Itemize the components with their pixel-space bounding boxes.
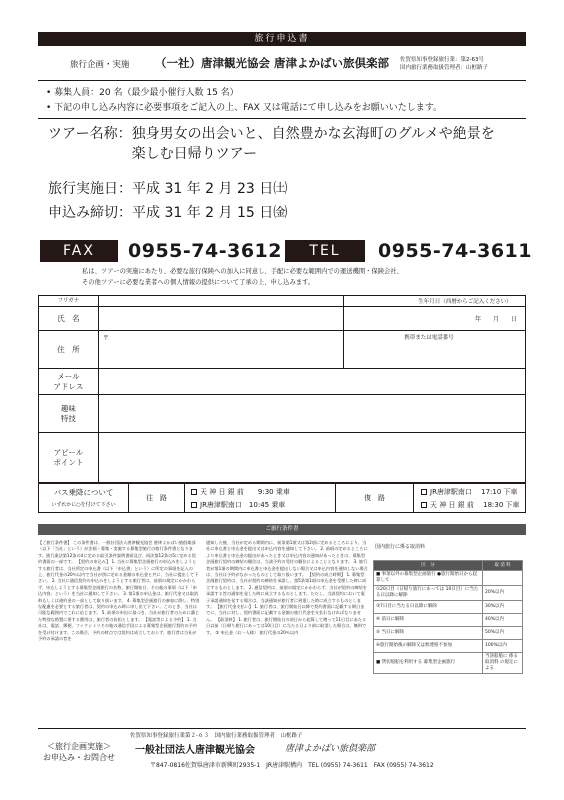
fee-row-right: 50%以内 bbox=[483, 627, 523, 640]
fee-header-left: 区 分 bbox=[374, 561, 483, 571]
fee-row-left: ③7日目に当たる日以降に解除 bbox=[374, 601, 483, 614]
fee-row-left: ⑥旅行開始後の解除又は無連絡不参加 bbox=[374, 640, 483, 653]
appeal-label-line-1: アピール bbox=[53, 447, 84, 457]
hobby-label-line-1: 趣味 bbox=[60, 403, 76, 413]
fee-row-left: ④ 前日に解除 bbox=[374, 614, 483, 627]
organizer-line bbox=[40, 52, 530, 80]
consent-line-1: 私は、ツアーの実施にあたり、必要な旅行保険への加入に同意し、手配に必要な範囲内での運送機関・保険会社、 bbox=[82, 268, 403, 275]
footer-contact-label bbox=[34, 741, 124, 763]
hobby-label-line-2: 特技 bbox=[60, 413, 76, 423]
form-title: 旅行申込書 bbox=[254, 34, 310, 44]
form-title-bar bbox=[38, 32, 526, 46]
outbound-label: 往 路 bbox=[129, 484, 185, 512]
conditions-column-1: 【ご旅行条件書】 この条件書は、一般社団法人唐津観光協会 唐津よかばい旅倶楽部（以下「当社」という）が企画・募集・実施する募集型旅行の旅行条件書となります。旅行業法第12条の4に定める取引条件説明書面及び、同法第12条の5に定める契約書面の一部です。 【契約の申込み】 1. 当社に募集型企画旅行の申込みをしようとする旅行者は、当社所定の申込書（以下「申込書」という）に所定の事項を記入の上、旅行代金の20％以内で当社が別に定める金額の申込金と共に、当社に提出して下さい。 2. 当社に通信契約の申込みをしようとする旅行者は、前項の規定にかかわらず、申込しようとする募集型企画旅行の名称、旅行開始日、その他の事項（以下「申込内容」という）を当社に通知して下さい。 3. 第1項の申込金は、旅行代金又は取消料もしくは違約金の一部として取り扱います。 4. 募集型企画旅行の参加に際し、特別な配慮を必要とする旅行者は、契約の申込み時に申し出て下さい。このとき、当社は可能な範囲内でこれに応じます。 5. 前項の申出に基づき、当社が旅行者のために講じた特別な措置に要する費用は、旅行者の負担とします。 【電話等による予約】 1. 当社は、電話、郵便、ファクシミリその他の通信手段による募集型企画旅行契約の予約を受け付けます。この場合、予約の時点では契約は成立しておらず、旅行者は当社が予約の承諾の旨を bbox=[38, 540, 200, 642]
divider bbox=[38, 118, 526, 119]
furigana-label: フリガナ bbox=[39, 296, 99, 307]
address-input[interactable]: 〒 bbox=[98, 331, 343, 369]
return-option-2-text: 天 神 日 銀 前 18:30 下車 bbox=[430, 501, 520, 509]
tour-date-label: 旅行実施日： bbox=[48, 181, 132, 197]
outbound-option-1[interactable] bbox=[191, 487, 290, 497]
deadline-row bbox=[48, 202, 287, 222]
registration-line-1: 佐賀県知事登録旅行業：第2-63号 bbox=[400, 57, 484, 63]
conditions-column-2: 通知した後、当社が定める期間内に、前条第1項又は第2項に定めるところにより、当社に申込書と申込金を提出又は申込内容を通知して下さい。 2. 前項の定めるところにより申込書と申込金の提出があったとき又は申込内容の通知があったときは、募集型企画旅行契約の締結の順位は、当該予約の受付の順位によることとなります。 3. 旅行者が第1項の期間内に申込書と申込金を提出しない場合又は申込内容を通知しない場合は、当社は予約がなかったものとして取り扱います。 【契約の成立時期】 1. 募集型企画旅行契約は、当社が契約の締結を承諾し、第5条第1項の申込金を受理した時に成立するものとします。 2. 通信契約は、前項の規定にかかわらず、当社が契約の締結を承諾する旨の通知を発した時に成立するものとします。ただし、当該契約において電子承諾通知を発する場合は、当該通知が旅行者に到達した時に成立するものとします。 【旅行代金支払い】 1. 旅行者は、旅行開始日以降で契約書面に記載する期日までに、当社に対し、契約書面に記載する金額の旅行代金を支払わなければなりません。 【取消料】 1. 旅行者は、旅行開始日の前日から起算して遡って11日目にあたる日以前（日帰り旅行にあっては10日目）に当たる日より前に取消した場合は、無料です。 ③ 申込金（お一人様） 旅行代金の20％以内 bbox=[206, 540, 368, 635]
birth-date-input[interactable]: 年 月 日 bbox=[344, 307, 526, 331]
tel-number[interactable]: 0955-74-3611 bbox=[378, 240, 532, 262]
tour-date-value: 平成 31 年 2 月 23 日㈯ bbox=[132, 181, 288, 197]
note-capacity: • 募集人員：20 名（最少最小催行人数 15 名） bbox=[46, 88, 239, 98]
fee-row-right: 40%以内 bbox=[483, 614, 523, 627]
footer-org-name: 一般社団法人唐津観光協会 bbox=[135, 745, 255, 756]
outbound-option-1-text: 天 神 日 銀 前 9:30 乗車 bbox=[200, 488, 290, 496]
cancellation-fee-table bbox=[373, 560, 523, 674]
email-input[interactable] bbox=[98, 369, 525, 395]
conditions-title: ご旅行条件書 bbox=[38, 524, 526, 535]
checkbox[interactable] bbox=[421, 502, 427, 508]
application-form bbox=[38, 295, 526, 483]
fee-row-right: 100%以内 bbox=[483, 640, 523, 653]
consent-text bbox=[82, 266, 522, 288]
tour-info bbox=[48, 124, 502, 164]
fax-number[interactable]: 0955-74-3612 bbox=[128, 240, 282, 262]
email-label-line-2: アドレス bbox=[53, 381, 84, 391]
appeal-label-line-2: ポイント bbox=[53, 457, 84, 467]
fee-row-right: 30%以内 bbox=[483, 601, 523, 614]
organizer-prefix: 旅行企画・実施 bbox=[70, 60, 130, 70]
fee-row-left: ■ 事項以外の募集型企画旅行 ●旅行開始日から起算して bbox=[374, 571, 483, 586]
bus-title: バス乗降について bbox=[53, 488, 114, 497]
footer-logo: 唐津よかばい旅倶楽部 bbox=[285, 744, 376, 754]
checkbox[interactable] bbox=[421, 489, 427, 495]
return-option-1[interactable] bbox=[421, 487, 518, 497]
tel-label: TEL bbox=[285, 240, 365, 262]
divider bbox=[38, 80, 526, 81]
fee-row-right: 20%以内 bbox=[483, 586, 523, 601]
footer-left-line-1: ＜旅行企画実施＞ bbox=[47, 742, 111, 751]
email-label-line-1: メール bbox=[57, 371, 80, 381]
fax-label: FAX bbox=[40, 240, 118, 262]
consent-line-2: その他ツアーに必要な業者への個人情報の提供について了承の上、申し込みます。 bbox=[82, 279, 315, 286]
bus-section bbox=[38, 483, 526, 513]
checkbox[interactable] bbox=[191, 502, 197, 508]
tour-name-line-2: 楽しむ日帰りツアー bbox=[131, 146, 258, 162]
bus-label-cell bbox=[39, 484, 129, 512]
deadline-label: 申込み締切： bbox=[48, 205, 132, 221]
notes-list bbox=[46, 86, 442, 116]
fee-row-left: ①20日目（日帰り旅行にあっては 10日目）に当たる日以降に解除 bbox=[374, 586, 483, 601]
name-label: 氏 名 bbox=[39, 307, 99, 331]
furigana-input[interactable] bbox=[98, 296, 343, 307]
appeal-input[interactable] bbox=[98, 433, 525, 483]
return-label: 復 路 bbox=[336, 484, 414, 512]
fee-row-right bbox=[483, 571, 523, 586]
bus-subtitle: いずれかに○を付けて下さい bbox=[51, 502, 116, 508]
organizer-registration bbox=[400, 56, 530, 72]
divider bbox=[38, 728, 526, 729]
fee-row-right: 当該船舶に 係る取消料 の規定による bbox=[483, 653, 523, 674]
hobby-input[interactable] bbox=[98, 395, 525, 433]
fee-header-right: 取 消 料 bbox=[483, 561, 523, 571]
footer-left-line-2: お申込み・お問合せ bbox=[43, 753, 115, 762]
return-option-1-text: JR唐津駅南口 17:10 下車 bbox=[430, 488, 518, 496]
appeal-label bbox=[39, 433, 99, 483]
deadline-value: 平成 31 年 2 月 15 日㈮ bbox=[132, 205, 288, 221]
fee-table-title: 国内旅行に係る取消料 bbox=[375, 544, 426, 550]
hobby-label bbox=[39, 395, 99, 433]
outbound-option-2[interactable] bbox=[191, 500, 285, 510]
outbound-option-2-text: JR唐津駅南口 10:45 乗車 bbox=[200, 501, 286, 509]
tour-name-line-1: 独身男女の出会いと、自然豊かな玄海町のグルメや絶景を bbox=[131, 126, 495, 142]
fee-row-left: ⑤ 当日に解除 bbox=[374, 627, 483, 640]
tour-date-row bbox=[48, 178, 287, 198]
checkbox[interactable] bbox=[191, 489, 197, 495]
address-label: 住 所 bbox=[39, 331, 99, 369]
registration-line-2: 国内旅行業務取扱管理者：山框路子 bbox=[400, 65, 489, 71]
return-option-2[interactable] bbox=[421, 500, 520, 510]
footer-registration: 佐賀県知事登録旅行業第２-６３ 国内旅行業務取扱管理者 山框路子 bbox=[130, 733, 303, 739]
phone-input[interactable]: 携帯または電話番号 bbox=[344, 331, 526, 369]
note-instruction: • 下記の申し込み内容に必要事項をご記入の上、FAX 又は電話にて申し込みをお願いいたします。 bbox=[46, 103, 442, 113]
birth-date-label: 生年月日（西暦からご記入ください） bbox=[344, 296, 526, 307]
organizer-name: （一社）唐津観光協会 唐津よかばい旅倶楽部 bbox=[155, 56, 390, 70]
fee-row-left: ■ 貸切船舶を利用する 募集型企画旅行 bbox=[374, 653, 483, 674]
footer-address: 〒847-0816佐賀県唐津市新興町2935-1 JR唐津駅構内 TEL (0955) 74-3611 FAX (0955) 74-3612 bbox=[150, 762, 434, 769]
name-input[interactable] bbox=[98, 307, 343, 331]
tour-name-label: ツアー名称： bbox=[48, 126, 132, 142]
email-label bbox=[39, 369, 99, 395]
